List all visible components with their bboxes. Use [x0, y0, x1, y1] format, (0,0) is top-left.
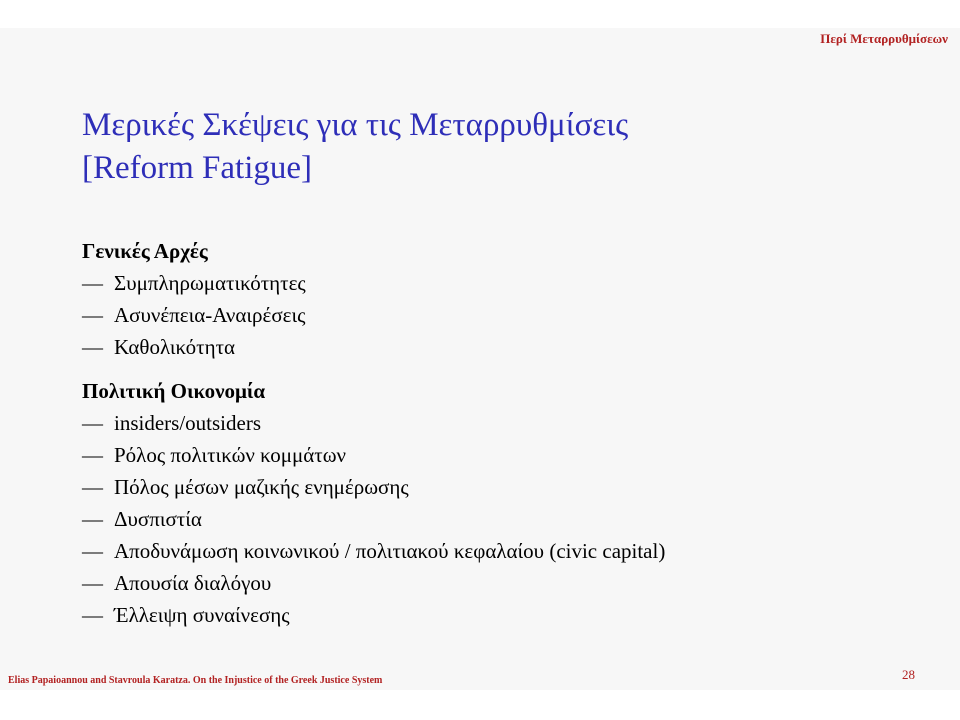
- em-dash: —: [82, 443, 103, 467]
- list-item: [82, 567, 922, 599]
- section-political-economy: [82, 375, 922, 631]
- list-item-text: Πόλος μέσων μαζικής ενημέρωσης: [114, 475, 409, 499]
- slide-title-line-1: Μερικές Σκέψεις για τις Μεταρρυθμίσεις: [82, 107, 629, 143]
- em-dash: —: [82, 571, 103, 595]
- em-dash: —: [82, 303, 103, 327]
- list-item-text: Ρόλος πολιτικών κομμάτων: [114, 443, 347, 467]
- slide-title: [82, 104, 902, 190]
- list-item: [82, 407, 922, 439]
- em-dash: —: [82, 475, 103, 499]
- list-item: [82, 471, 922, 503]
- list-item: [82, 503, 922, 535]
- list-item: [82, 299, 922, 331]
- em-dash: —: [82, 603, 103, 627]
- section-heading: Πολιτική Οικονομία: [82, 379, 266, 403]
- list-item: [82, 439, 922, 471]
- slide-title-line-2: [Reform Fatigue]: [82, 150, 313, 186]
- header-label: Περί Μεταρρυθμίσεων: [820, 31, 948, 46]
- section-heading: Γενικές Αρχές: [82, 239, 208, 263]
- list-item-text: insiders/outsiders: [114, 411, 261, 435]
- list-item: [82, 331, 922, 363]
- list-item: [82, 535, 922, 567]
- list-item-text: Απουσία διαλόγου: [114, 571, 272, 595]
- em-dash: —: [82, 335, 103, 359]
- list-item-text: Έλλειψη συναίνεσης: [114, 603, 290, 627]
- list-item: [82, 599, 922, 631]
- em-dash: —: [82, 507, 103, 531]
- footer-credit: Elias Papaioannou and Stavroula Karatza. On the Injustice of the Greek Justice System: [8, 675, 383, 686]
- list-item: [82, 267, 922, 299]
- list-item-text: Αποδυνάμωση κοινωνικού / πολιτιακού κεφαλαίου (civic capital): [114, 539, 666, 563]
- list-item-text: Καθολικότητα: [114, 335, 236, 359]
- list-item-text: Συμπληρωματικότητες: [114, 271, 306, 295]
- section-spacer: [82, 363, 922, 375]
- em-dash: —: [82, 539, 103, 563]
- page-number: 28: [902, 667, 915, 682]
- section-general-principles: [82, 235, 922, 363]
- list-item-text: Δυσπιστία: [114, 507, 202, 531]
- list-item-text: Ασυνέπεια-Αναιρέσεις: [114, 303, 306, 327]
- em-dash: —: [82, 411, 103, 435]
- em-dash: —: [82, 271, 103, 295]
- slide-content: [82, 235, 922, 631]
